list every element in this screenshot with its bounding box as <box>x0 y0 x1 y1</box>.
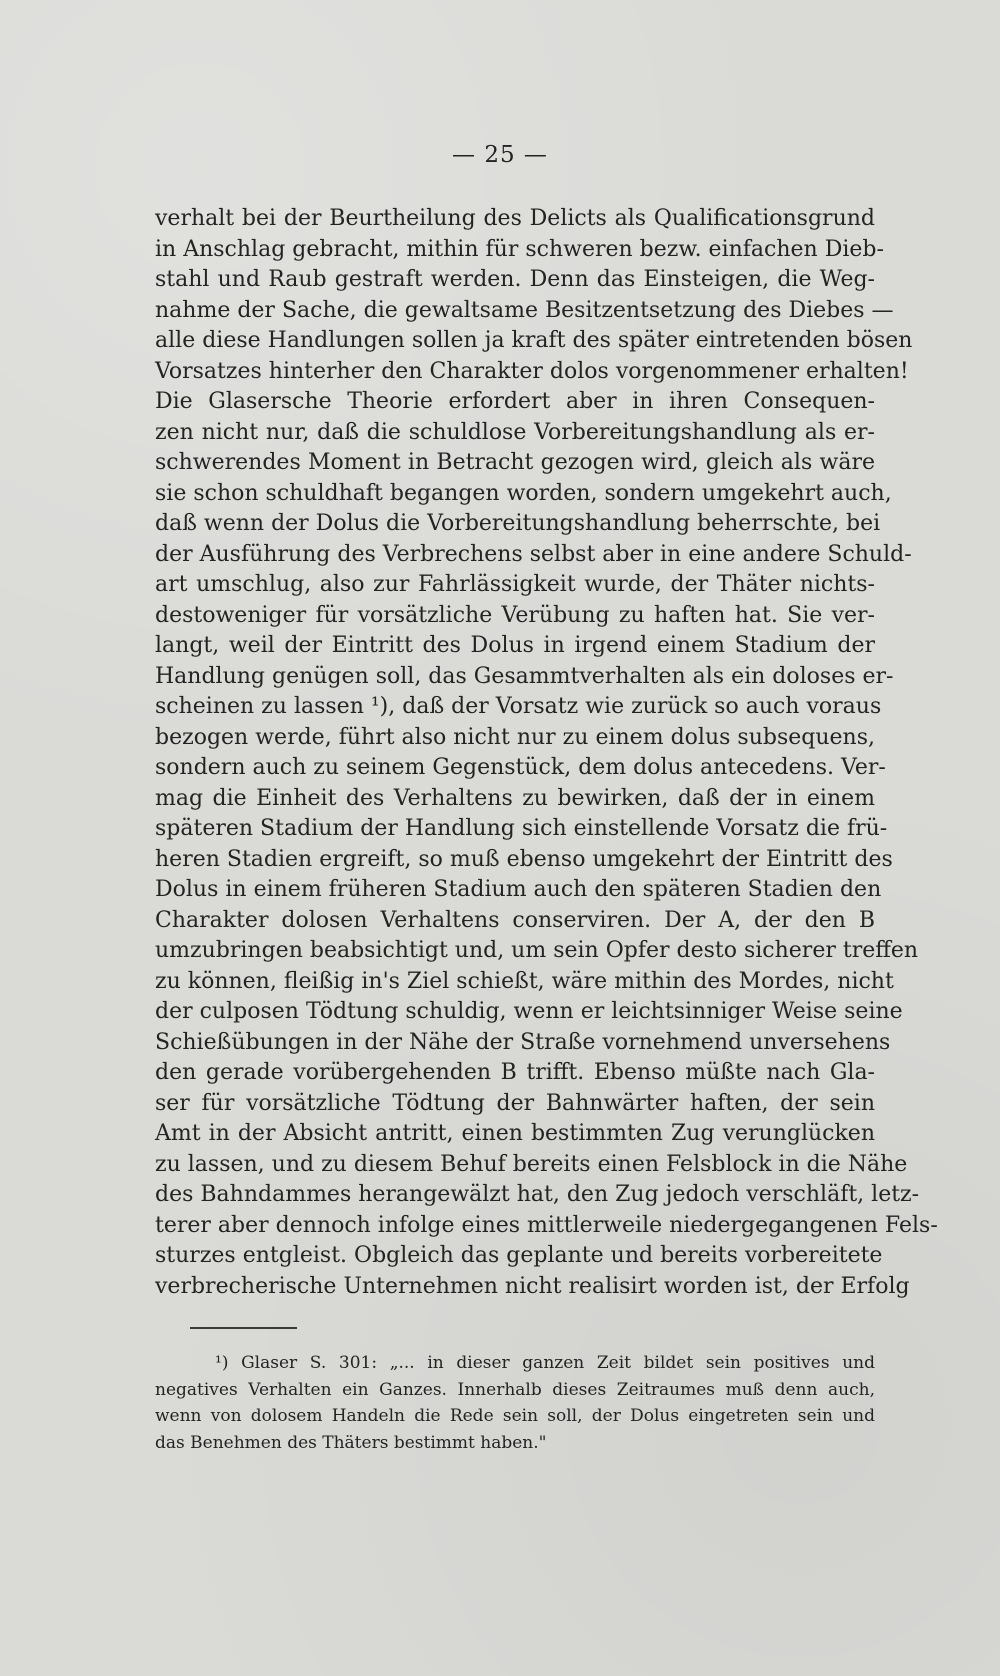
text-line: Vorsatzes hinterher den Charakter dolos vorgenommener erhalten! <box>155 358 909 384</box>
footnote-line: wenn von dolosem Handeln die Rede sein soll, der Dolus eingetreten sein und <box>155 1406 875 1426</box>
text-line: alle diese Handlungen sollen ja kraft des später eintretenden bösen <box>155 328 913 353</box>
text-line: der Ausführung des Verbrechens selbst aber in eine andere Schuld- <box>155 541 912 567</box>
text-line: in Anschlag gebracht, mithin für schweren bezw. einfachen Dieb- <box>155 236 884 262</box>
text-line: terer aber dennoch infolge eines mittlerweile niedergegangenen Fels- <box>155 1212 938 1238</box>
text-line: heren Stadien ergreift, so muß ebenso umgekehrt der Eintritt des <box>155 846 893 872</box>
text-line: Die Glasersche Theorie erfordert aber in ihren Consequen- <box>155 389 875 414</box>
text-line: Amt in der Absicht antritt, einen bestimmten Zug verunglücken <box>155 1121 875 1146</box>
footnote-divider <box>190 1327 297 1329</box>
text-line: verhalt bei der Beurtheilung des Delicts als Qualificationsgrund <box>155 206 875 231</box>
text-line: sondern auch zu seinem Gegenstück, dem dolus antecedens. Ver- <box>155 755 886 780</box>
text-line: zen nicht nur, daß die schuldlose Vorbereitungshandlung als er- <box>155 419 875 445</box>
text-line: nahme der Sache, die gewaltsame Besitzentsetzung des Diebes — <box>155 297 894 323</box>
footnote-line: negatives Verhalten ein Ganzes. Innerhalb dieses Zeitraumes muß denn auch, <box>155 1379 875 1400</box>
text-line: Dolus in einem früheren Stadium auch den späteren Stadien den <box>155 877 882 902</box>
text-line: zu lassen, und zu diesem Behuf bereits einen Felsblock in die Nähe <box>155 1151 908 1177</box>
text-line: umzubringen beabsichtigt und, um sein Opfer desto sicherer treffen <box>155 938 919 963</box>
footnote-line: das Benehmen des Thäters bestimmt haben." <box>155 1432 547 1453</box>
text-line: langt, weil der Eintritt des Dolus in irgend einem Stadium der <box>155 633 875 658</box>
text-line: Charakter dolosen Verhaltens conserviren. Der A, der den B <box>155 907 875 933</box>
text-line: Schießübungen in der Nähe der Straße vornehmend unversehens <box>155 1029 891 1055</box>
text-line: sie schon schuldhaft begangen worden, sondern umgekehrt auch, <box>155 480 892 506</box>
text-line: art umschlug, also zur Fahrlässigkeit wurde, der Thäter nichts- <box>155 572 875 597</box>
text-line: stahl und Raub gestraft werden. Denn das Einsteigen, die Weg- <box>155 267 875 292</box>
text-line: ser für vorsätzliche Tödtung der Bahnwärter haften, der sein <box>155 1090 875 1116</box>
text-line: schwerendes Moment in Betracht gezogen wird, gleich als wäre <box>155 450 875 475</box>
text-line: mag die Einheit des Verhaltens zu bewirken, daß der in einem <box>155 785 875 811</box>
page-number: — 25 — <box>452 142 548 168</box>
text-line: sturzes entgleist. Obgleich das geplante und bereits vorbereitete <box>155 1243 883 1268</box>
text-line: bezogen werde, führt also nicht nur zu einem dolus subsequens, <box>155 724 875 750</box>
text-line: des Bahndammes herangewälzt hat, den Zug jedoch verschläft, letz- <box>155 1182 920 1207</box>
text-line: verbrecherische Unternehmen nicht realisirt worden ist, der Erfolg <box>155 1273 910 1299</box>
text-line: zu können, fleißig in's Ziel schießt, wäre mithin des Mordes, nicht <box>155 968 894 994</box>
text-line: scheinen zu lassen ¹), daß der Vorsatz wie zurück so auch voraus <box>155 694 882 719</box>
text-line: späteren Stadium der Handlung sich einstellende Vorsatz die frü- <box>155 816 888 841</box>
text-line: destoweniger für vorsätzliche Verübung zu haften hat. Sie ver- <box>155 602 875 628</box>
text-line: Handlung genügen soll, das Gesammtverhalten als ein doloses er- <box>155 663 894 689</box>
main-text-block <box>155 204 938 1302</box>
footnote-block <box>155 1350 875 1456</box>
footnote-line: ¹) Glaser S. 301: „... in dieser ganzen Zeit bildet sein positives und <box>215 1353 875 1373</box>
text-line: daß wenn der Dolus die Vorbereitungshandlung beherrschte, bei <box>155 511 881 536</box>
text-line: den gerade vorübergehenden B trifft. Ebenso müßte nach Gla- <box>155 1060 875 1085</box>
text-line: der culposen Tödtung schuldig, wenn er leichtsinniger Weise seine <box>155 999 903 1024</box>
